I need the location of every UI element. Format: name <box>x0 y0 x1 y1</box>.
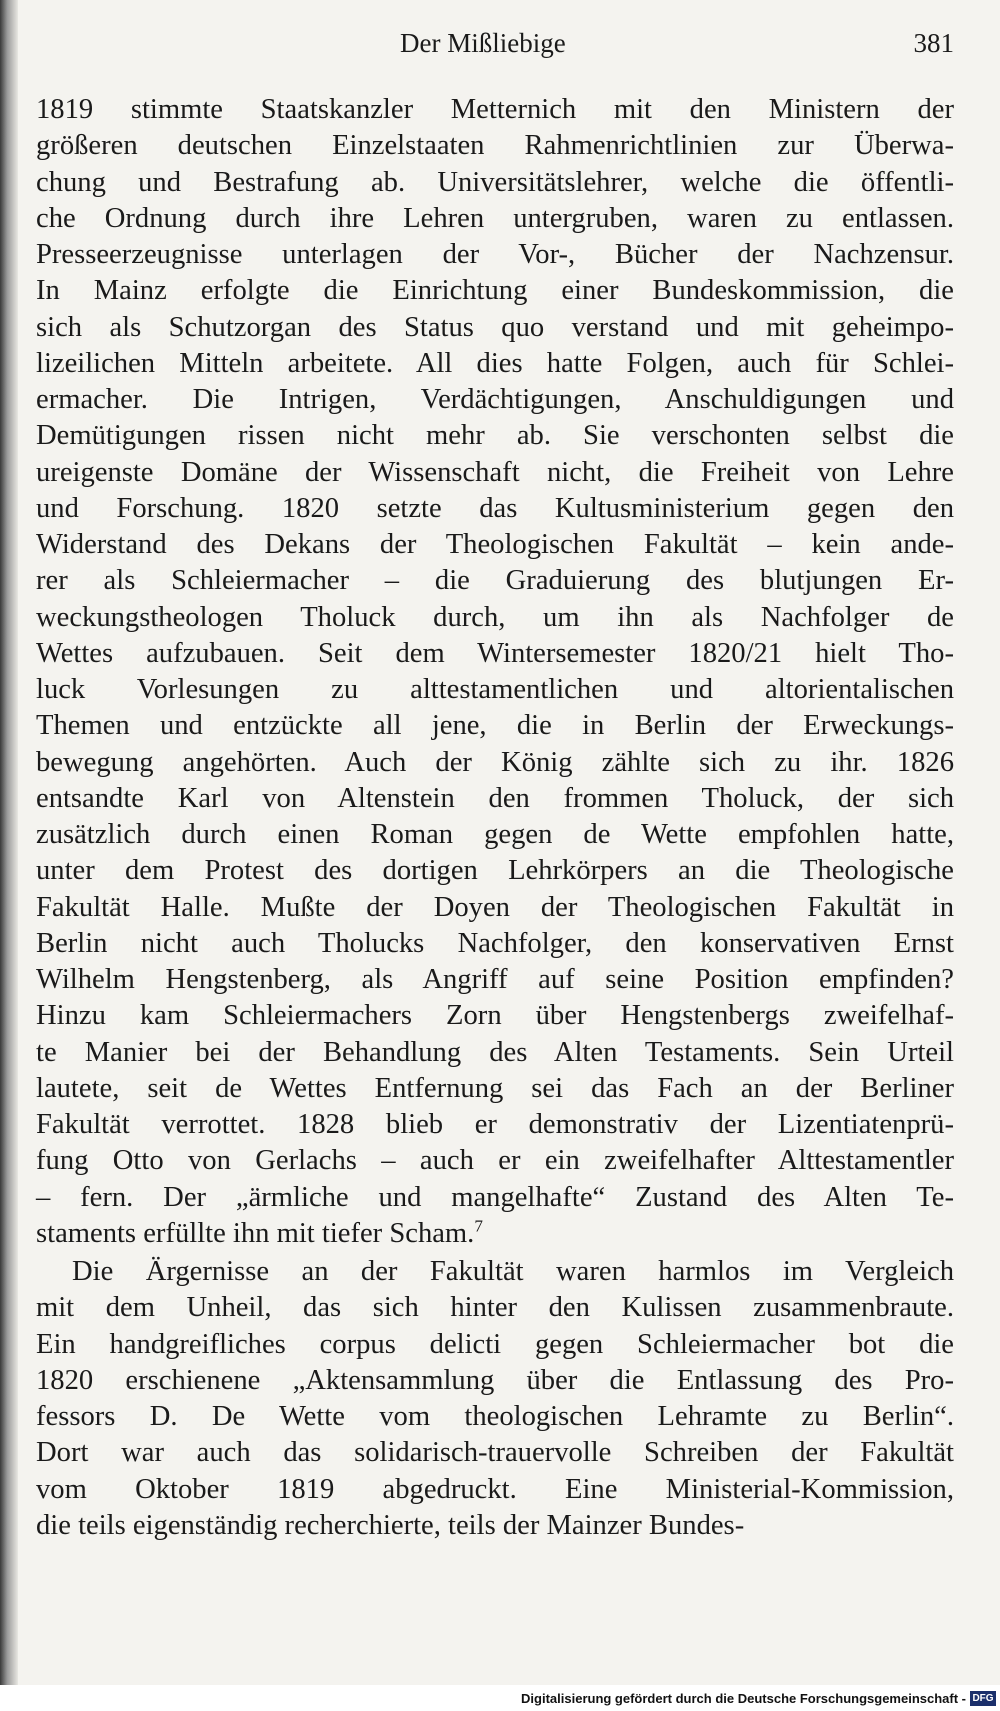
text-line-content: und Forschung. 1820 setzte das Kultusministerium gegen den <box>36 492 954 524</box>
text-line-content: luck Vorlesungen zu alttestamentlichen und altorientalischen <box>36 674 954 705</box>
text-line <box>36 708 954 744</box>
page-header <box>0 26 1000 66</box>
text-line <box>36 455 954 491</box>
text-line-content: te Manier bei der Behandlung des Alten Testaments. Sein Urteil <box>36 1036 954 1068</box>
text-line <box>36 1363 954 1399</box>
text-line-content: Wilhelm Hengstenberg, als Angriff auf seine Position empfinden? <box>36 964 954 995</box>
text-line <box>36 1107 954 1143</box>
text-line <box>36 1327 954 1363</box>
text-line <box>36 1180 954 1216</box>
text-line-content: bewegung angehörten. Auch der König zählte sich zu ihr. 1826 <box>36 746 954 778</box>
text-line-content: unter dem Protest des dortigen Lehrkörpers an die Theologische <box>36 855 954 887</box>
running-head: Der Mißliebige <box>400 28 566 58</box>
text-line <box>36 890 954 926</box>
text-line-content: lautete, seit de Wettes Entfernung sei das Fach an der Berliner <box>36 1072 954 1104</box>
page-gutter-shadow <box>0 0 18 1711</box>
text-line-content: die teils eigenständig recherchierte, teils der Mainzer Bundes- <box>36 1509 745 1541</box>
text-line-content: ureigenste Domäne der Wissenschaft nicht, die Freiheit von Lehre <box>36 456 954 488</box>
text-line <box>36 781 954 817</box>
text-line-content: fessors D. De Wette vom theologischen Lehramte zu Berlin“. <box>36 1401 954 1432</box>
text-line-content: mit dem Unheil, das sich hinter den Kulissen zusammenbraute. <box>36 1292 954 1324</box>
text-line <box>36 636 954 672</box>
text-line-content: Presseerzeugnisse unterlagen der Vor-, Bücher der Nachzensur. <box>36 239 954 270</box>
text-line <box>36 672 954 708</box>
text-line-content: rer als Schleiermacher – die Graduierung des blutjungen Er- <box>36 565 954 597</box>
page-number: 381 <box>913 28 954 58</box>
text-line-content: sich als Schutzorgan des Status quo verstand und mit geheimpo- <box>36 311 954 343</box>
text-line-content: staments erfüllte ihn mit tiefer Scham. <box>36 1217 475 1249</box>
text-line <box>36 1071 954 1107</box>
text-line <box>36 1435 954 1471</box>
text-line <box>36 817 954 853</box>
text-line-content: zusätzlich durch einen Roman gegen de Wette empfohlen hatte, <box>36 819 954 850</box>
text-line <box>36 1508 954 1544</box>
text-line <box>36 346 954 382</box>
text-line-content: entsandte Karl von Altenstein den frommen Tholuck, der sich <box>36 782 954 814</box>
text-line <box>36 1254 954 1290</box>
text-line-content: che Ordnung durch ihre Lehren untergruben, waren zu entlassen. <box>36 202 954 234</box>
text-line-content: Widerstand des Dekans der Theologischen Fakultät – kein ande- <box>36 529 954 560</box>
footnote-marker: 7 <box>474 1216 483 1236</box>
text-line-content: Hinzu kam Schleiermachers Zorn über Hengstenbergs zweifelhaf- <box>36 1000 954 1032</box>
text-line <box>36 527 954 563</box>
text-line-content: größeren deutschen Einzelstaaten Rahmenrichtlinien zur Überwa- <box>36 130 954 162</box>
text-line <box>36 418 954 454</box>
text-line <box>36 491 954 527</box>
text-line <box>36 1216 954 1252</box>
text-line <box>36 1035 954 1071</box>
text-line-content: Demütigungen rissen nicht mehr ab. Sie verschonten selbst die <box>36 420 954 452</box>
text-line-content: Ein handgreifliches corpus delicti gegen Schleiermacher bot die <box>36 1328 954 1360</box>
text-line-content: Die Ärgernisse an der Fakultät waren harmlos im Vergleich <box>72 1256 954 1287</box>
text-line-content: In Mainz erfolgte die Einrichtung einer Bundeskommission, die <box>36 275 954 307</box>
text-line <box>36 745 954 781</box>
body-text <box>36 92 954 1544</box>
text-line <box>36 382 954 418</box>
text-line <box>36 310 954 346</box>
text-line <box>36 853 954 889</box>
text-line-content: weckungstheologen Tholuck durch, um ihn als Nachfolger de <box>36 601 954 633</box>
text-line <box>36 201 954 237</box>
text-line <box>36 1472 954 1508</box>
text-line-content: vom Oktober 1819 abgedruckt. Eine Ministerial-Kommission, <box>36 1473 954 1505</box>
footer-credit: Digitalisierung gefördert durch die Deutsche Forschungsgemeinschaft - <box>521 1691 966 1706</box>
text-line <box>36 237 954 273</box>
text-line <box>36 998 954 1034</box>
text-line <box>36 165 954 201</box>
text-line-content: chung und Bestrafung ab. Universitätslehrer, welche die öffentli- <box>36 166 954 198</box>
digitization-footer <box>0 1685 1000 1711</box>
text-line-content: lizeilichen Mitteln arbeitete. All dies hatte Folgen, auch für Schlei- <box>36 347 954 379</box>
text-line-content: fung Otto von Gerlachs – auch er ein zweifelhafter Alttestamentler <box>36 1145 954 1177</box>
text-line <box>36 1290 954 1326</box>
text-line <box>36 926 954 962</box>
text-line-content: ermacher. Die Intrigen, Verdächtigungen, Anschuldigungen und <box>36 384 954 415</box>
text-line <box>36 962 954 998</box>
text-line <box>36 1399 954 1435</box>
text-line <box>36 563 954 599</box>
text-line <box>36 1143 954 1179</box>
text-line <box>36 128 954 164</box>
text-line <box>36 92 954 128</box>
text-line-content: Berlin nicht auch Tholucks Nachfolger, den konservativen Ernst <box>36 927 954 959</box>
text-line-content: 1819 stimmte Staatskanzler Metternich mit den Ministern der <box>36 94 954 125</box>
text-line-content: 1820 erschienene „Aktensammlung über die Entlassung des Pro- <box>36 1364 954 1396</box>
text-line-content: Wettes aufzubauen. Seit dem Wintersemester 1820/21 hielt Tho- <box>36 637 954 669</box>
dfg-logo: DFG <box>970 1691 996 1706</box>
paragraph <box>36 1254 954 1544</box>
text-line <box>36 600 954 636</box>
text-line-content: Fakultät Halle. Mußte der Doyen der Theologischen Fakultät in <box>36 891 954 923</box>
paragraph <box>36 92 954 1252</box>
text-line-content: Themen und entzückte all jene, die in Berlin der Erweckungs- <box>36 710 954 742</box>
text-line <box>36 273 954 309</box>
text-line-content: Dort war auch das solidarisch-trauervolle Schreiben der Fakultät <box>36 1437 954 1469</box>
text-line-content: Fakultät verrottet. 1828 blieb er demonstrativ der Lizentiatenprü- <box>36 1109 954 1140</box>
text-line-content: – fern. Der „ärmliche und mangelhafte“ Zustand des Alten Te- <box>36 1181 954 1213</box>
